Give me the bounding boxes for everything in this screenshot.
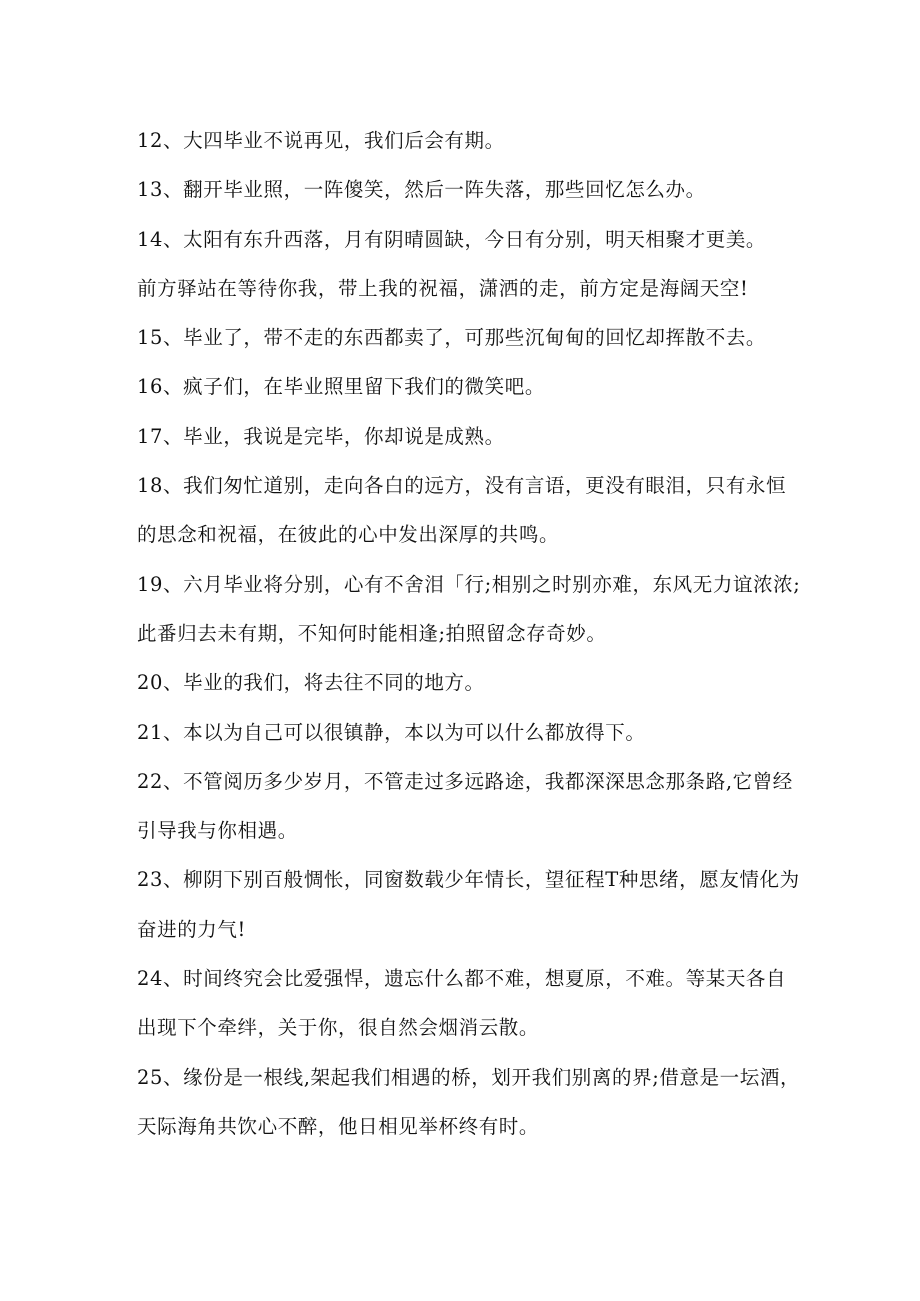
text-line: 出现下个牵绊，关于你，很自然会烟消云散。 [137,1016,540,1040]
document-body [137,116,801,1151]
text-line: 17、毕业，我说是完毕，你却说是成熟。 [137,424,505,448]
text-line: 14、太阳有东升西落，月有阴晴圆缺，今日有分别，明天相聚才更美。 [137,227,767,251]
text-line: 16、疯子们，在毕业照里留下我们的微笑吧。 [137,375,545,399]
text-line: 19、六月毕业将分别，心有不舍泪「行;相别之时别亦难，东风无力谊浓浓; [137,572,801,596]
text-line: 的思念和祝福，在彼此的心中发出深厚的共鸣。 [137,523,560,547]
text-line: 天际海角共饮心不醉，他日相见举杯终有时。 [137,1114,540,1138]
text-line: 22、不管阅历多少岁月，不管走过多远路途，我都深深思念那条路,它曾经 [137,769,793,793]
text-line: 12、大四毕业不说再见，我们后会有期。 [137,129,505,152]
text-line: 20、毕业的我们，将去往不同的地方。 [137,671,485,695]
text-line: 引导我与你相遇。 [137,819,298,843]
text-line: 13、翻开毕业照，一阵傻笑，然后一阵失落，那些回忆怎么办。 [137,178,706,202]
text-line: 25、缘份是一根线,架起我们相遇的桥，划开我们别离的界;借意是一坛酒， [137,1065,801,1089]
text-line: 18、我们匆忙道别，走向各白的远方，没有言语，更没有眼泪，只有永恒 [137,474,787,498]
text-line: 21、本以为自己可以很镇静，本以为可以什么都放得下。 [137,720,646,744]
text-line: 此番归去未有期，不知何时能相逢;拍照留念存奇妙。 [137,621,607,645]
text-line: 奋进的力气! [137,917,246,941]
text-line: 24、时间终究会比爱强悍，遗忘什么都不难，想夏原，不难。等某天各自 [137,967,787,991]
text-line: 23、柳阴下别百般惆怅，同窗数载少年情长，望征程T种思绪，愿友情化为 [137,868,800,892]
text-line: 15、毕业了，带不走的东西都卖了，可那些沉甸甸的回忆却挥散不去。 [137,326,767,350]
text-line: 前方驿站在等待你我，带上我的祝福，潇洒的走，前方定是海阔天空! [137,276,749,300]
